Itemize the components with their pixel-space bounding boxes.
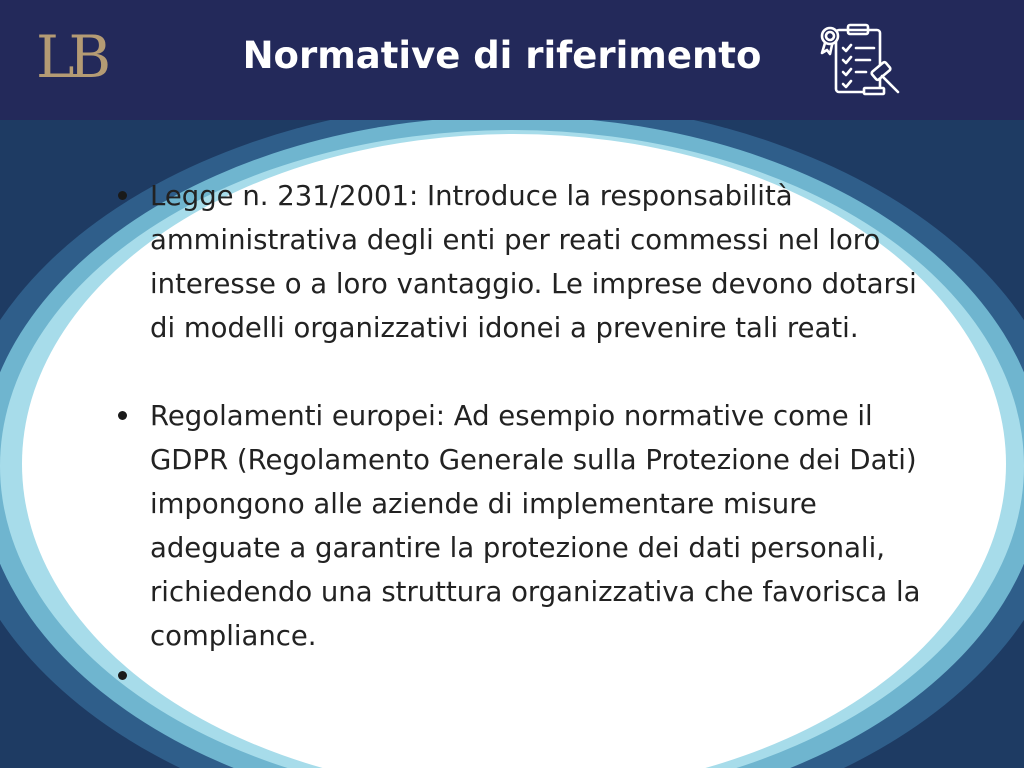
header-bar [0,0,1024,120]
bullet-text: Regolamenti europei: Ad esempio normative come il GDPR (Regolamento Generale sulla Protezione dei Dati) impongono alle aziende di implementare misure adeguate a garantire la protezione dei dati personali, richiedendo una struttura organizzativa che favorisca la compliance. [150,400,921,652]
bullet-text: Legge n. 231/2001: Introduce la responsabilità amministrativa degli enti per reati commessi nel loro interesse o a loro vantaggio. Le imprese devono dotarsi di modelli organizzativi idonei a prevenire tali reati. [150,180,917,344]
brand-logo: LB [36,23,106,91]
page-title: Normative di riferimento [242,34,762,77]
bullet-dot [118,411,127,420]
legal-checklist-gavel-icon [818,20,902,102]
list-item [118,174,938,350]
bullet-dot [118,191,127,200]
list-item [118,394,938,658]
list-item-empty [118,658,938,694]
bullet-dot [118,671,127,680]
content-area [118,174,938,694]
